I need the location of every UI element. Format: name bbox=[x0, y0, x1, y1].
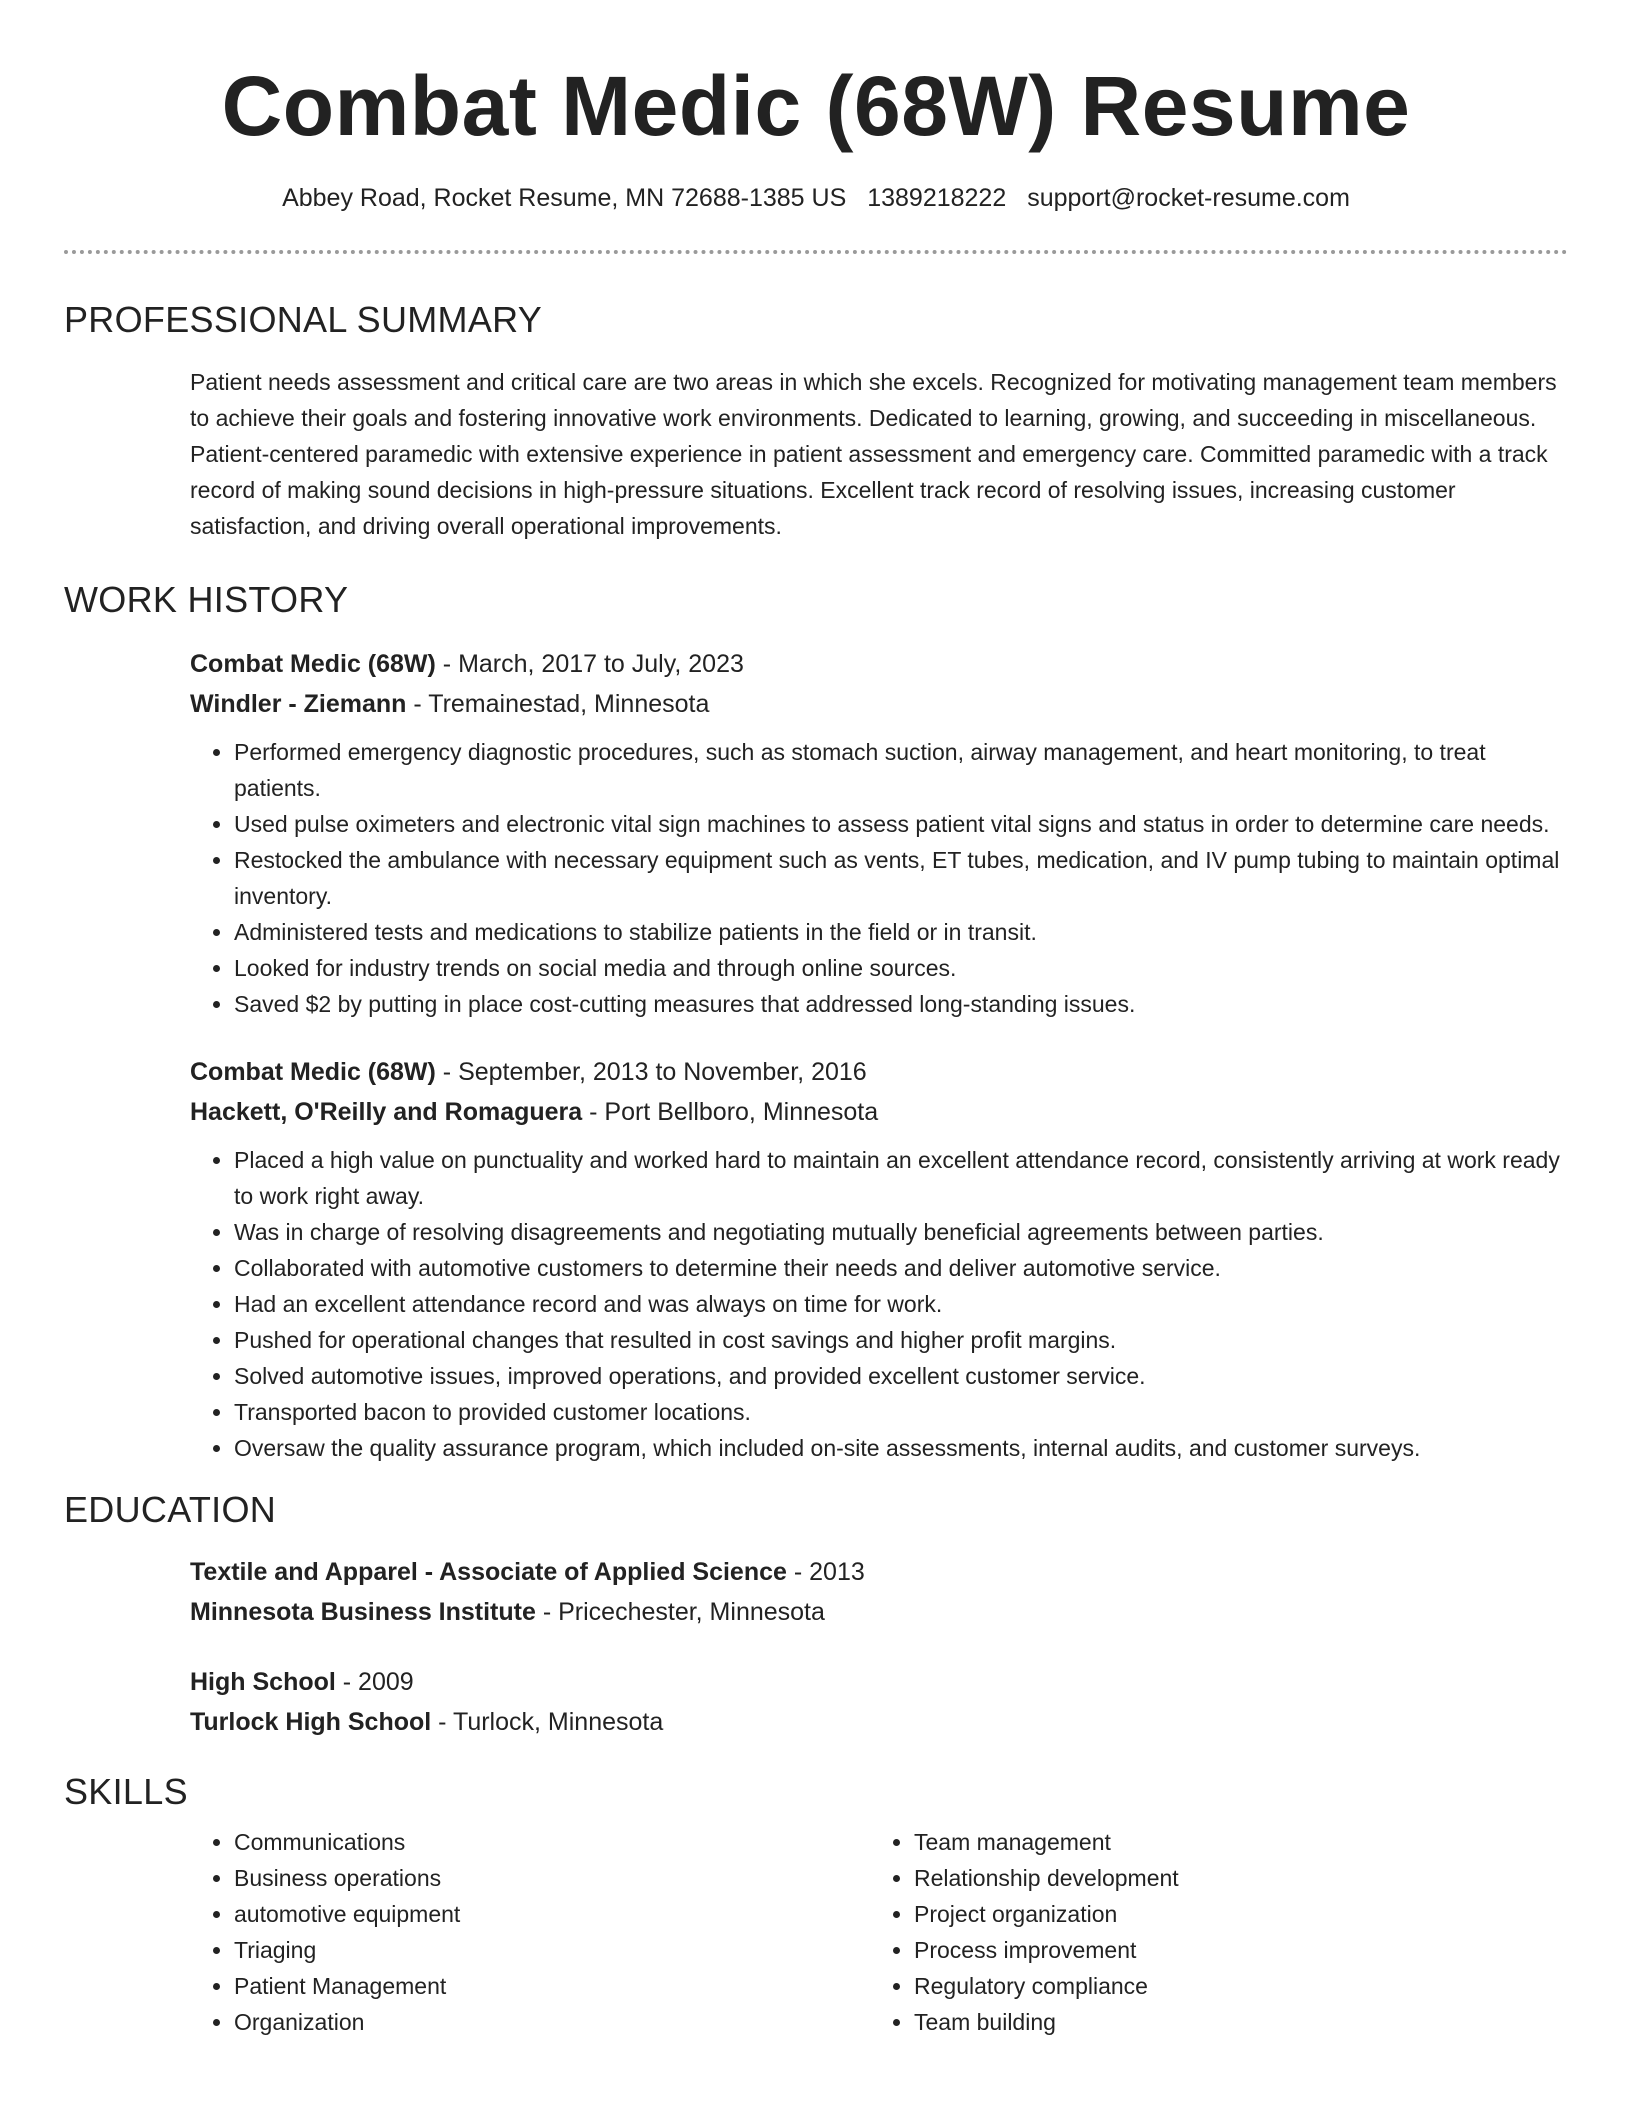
job-entry bbox=[64, 1052, 1568, 1466]
job-bullet: • Placed a high value on punctuality and worked hard to maintain an excellent attendance record, consistently arriving at work ready to work right away. bbox=[234, 1142, 1568, 1214]
job-company-line bbox=[190, 1092, 1568, 1132]
skill-item: • Regulatory compliance bbox=[914, 1968, 1550, 2004]
contact-line bbox=[64, 182, 1568, 214]
job-bullets bbox=[190, 1142, 1568, 1466]
education-location: - Pricechester, Minnesota bbox=[535, 1598, 825, 1626]
skill-item: • Team building bbox=[914, 2004, 1550, 2040]
contact-address: Abbey Road, Rocket Resume, MN 72688-1385 US bbox=[282, 184, 847, 212]
job-bullet: • Collaborated with automotive customers to determine their needs and deliver automotive service. bbox=[234, 1250, 1568, 1286]
header-divider bbox=[64, 250, 1568, 254]
job-bullet: • Administered tests and medications to stabilize patients in the field or in transit. bbox=[234, 914, 1568, 950]
contact-email: support@rocket-resume.com bbox=[1027, 184, 1350, 212]
skills-list bbox=[64, 1824, 1568, 2040]
job-dates: - September, 2013 to November, 2016 bbox=[435, 1058, 867, 1086]
section-title-work: WORK HISTORY bbox=[64, 579, 349, 620]
job-role-line bbox=[190, 1052, 1568, 1092]
education-location: - Turlock, Minnesota bbox=[431, 1708, 664, 1736]
education-school: Minnesota Business Institute bbox=[190, 1598, 536, 1626]
skill-item: • Patient Management bbox=[234, 1968, 870, 2004]
job-entry bbox=[64, 644, 1568, 1022]
skill-item: • automotive equipment bbox=[234, 1896, 870, 1932]
job-company: Windler - Ziemann bbox=[190, 690, 407, 718]
job-location: - Port Bellboro, Minnesota bbox=[582, 1098, 879, 1126]
section-title-summary: PROFESSIONAL SUMMARY bbox=[64, 299, 543, 340]
education-degree: High School bbox=[190, 1668, 336, 1696]
education-entry bbox=[64, 1552, 1568, 1632]
job-bullet: • Pushed for operational changes that resulted in cost savings and higher profit margins. bbox=[234, 1322, 1568, 1358]
education-year: - 2009 bbox=[335, 1668, 414, 1696]
job-bullet: • Solved automotive issues, improved operations, and provided excellent customer service. bbox=[234, 1358, 1568, 1394]
skill-item: • Communications bbox=[234, 1824, 870, 1860]
job-bullet: • Was in charge of resolving disagreements and negotiating mutually beneficial agreements between parties. bbox=[234, 1214, 1568, 1250]
section-title-education: EDUCATION bbox=[64, 1489, 277, 1530]
job-bullet: • Performed emergency diagnostic procedures, such as stomach suction, airway management, and heart monitoring, to treat patients. bbox=[234, 734, 1568, 806]
job-dates: - March, 2017 to July, 2023 bbox=[435, 650, 744, 678]
education-degree-line bbox=[190, 1552, 1568, 1592]
education-year: - 2013 bbox=[786, 1558, 865, 1586]
education-degree-line bbox=[190, 1662, 1568, 1702]
education-school: Turlock High School bbox=[190, 1708, 432, 1736]
skill-item: • Project organization bbox=[914, 1896, 1550, 1932]
section-title-skills: SKILLS bbox=[64, 1771, 188, 1812]
skill-item: • Triaging bbox=[234, 1932, 870, 1968]
job-company: Hackett, O'Reilly and Romaguera bbox=[190, 1098, 583, 1126]
skill-item: • Business operations bbox=[234, 1860, 870, 1896]
skill-item: • Team management bbox=[914, 1824, 1550, 1860]
skill-item: • Relationship development bbox=[914, 1860, 1550, 1896]
job-bullet: • Used pulse oximeters and electronic vital sign machines to assess patient vital signs and status in order to determine care needs. bbox=[234, 806, 1568, 842]
summary-text: Patient needs assessment and critical care are two areas in which she excels. Recognized for motivating management team members to achieve their goals and fostering innovative work environments. Dedicated to learning, growing, and succeeding in miscellaneous. Patient-centered paramedic with extensive experience in patient assessment and emergency care. Committed paramedic with a track record of making sound decisions in high-pressure situations. Excellent track record of resolving issues, increasing customer satisfaction, and driving overall operational improvements. bbox=[190, 369, 1557, 539]
job-bullet: • Transported bacon to provided customer locations. bbox=[234, 1394, 1568, 1430]
education-school-line bbox=[190, 1592, 1568, 1632]
education-entry bbox=[64, 1662, 1568, 1742]
job-location: - Tremainestad, Minnesota bbox=[406, 690, 710, 718]
education-degree: Textile and Apparel - Associate of Applied Science bbox=[190, 1558, 787, 1586]
skill-item: • Organization bbox=[234, 2004, 870, 2040]
contact-phone: 1389218222 bbox=[867, 184, 1007, 212]
resume-title: Combat Medic (68W) Resume bbox=[221, 59, 1411, 153]
skill-item: • Process improvement bbox=[914, 1932, 1550, 1968]
job-bullet: • Oversaw the quality assurance program, which included on-site assessments, internal audits, and customer surveys. bbox=[234, 1430, 1568, 1466]
job-bullet: • Saved $2 by putting in place cost-cutting measures that addressed long-standing issues. bbox=[234, 986, 1568, 1022]
skills-column-left bbox=[190, 1824, 870, 2040]
job-role-line bbox=[190, 644, 1568, 684]
job-company-line bbox=[190, 684, 1568, 724]
education-school-line bbox=[190, 1702, 1568, 1742]
skills-column-right bbox=[870, 1824, 1550, 2040]
job-bullet: • Had an excellent attendance record and was always on time for work. bbox=[234, 1286, 1568, 1322]
job-role: Combat Medic (68W) bbox=[190, 650, 436, 678]
job-role: Combat Medic (68W) bbox=[190, 1058, 436, 1086]
job-bullet: • Restocked the ambulance with necessary equipment such as vents, ET tubes, medication, and IV pump tubing to maintain optimal inventory. bbox=[234, 842, 1568, 914]
job-bullets bbox=[190, 734, 1568, 1022]
job-bullet: • Looked for industry trends on social media and through online sources. bbox=[234, 950, 1568, 986]
